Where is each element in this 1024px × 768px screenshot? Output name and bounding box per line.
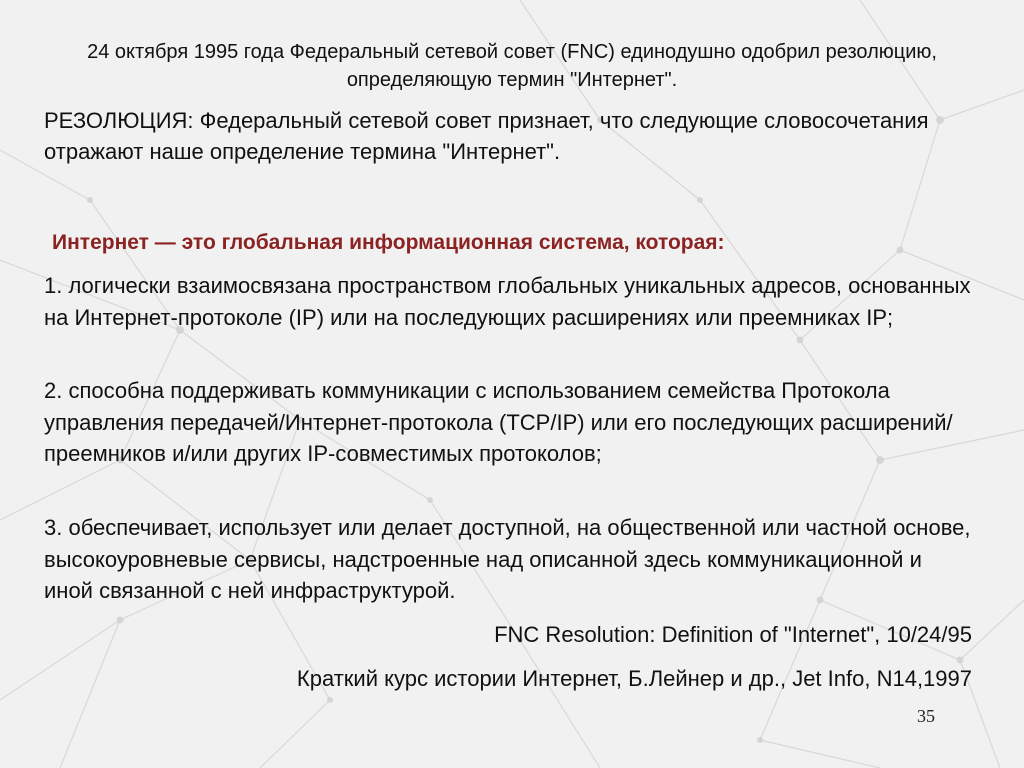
reference-fnc: FNC Resolution: Definition of "Internet", 10/24/95	[494, 622, 972, 647]
intro-text: 24 октября 1995 года Федеральный сетевой совет (FNC) единодушно одобрил резолюцию, определяющую термин "Интернет".	[87, 41, 937, 91]
definition-item-1: 1. логически взаимосвязана пространством глобальных уникальных адресов, основанных на Интернет-протоколе (IP) или на последующих расширениях или преемниках IP;	[44, 273, 971, 330]
definition-item-2: 2. способна поддерживать коммуникации с использованием семейства Протокола управления передачей/Интернет-протокола (TCP/IP) или его последующих расширений/преемников и/или других IP-совместимых протоколов;	[44, 378, 953, 466]
definition-heading: Интернет — это глобальная информационная система, которая:	[52, 231, 725, 254]
reference-history-course: Краткий курс истории Интернет, Б.Лейнер и др., Jet Info, N14,1997	[296, 666, 972, 691]
resolution-text: РЕЗОЛЮЦИЯ: Федеральный сетевой совет признает, что следующие словосочетания отражают наше определение термина "Интернет".	[44, 108, 929, 164]
definition-item-3: 3. обеспечивает, использует или делает доступной, на общественной или частной основе, высокоуровневые сервисы, надстроенные над описанной здесь коммуникационной и иной связанной с ней инфраструктурой.	[44, 515, 971, 603]
page-number: 35	[917, 706, 935, 726]
